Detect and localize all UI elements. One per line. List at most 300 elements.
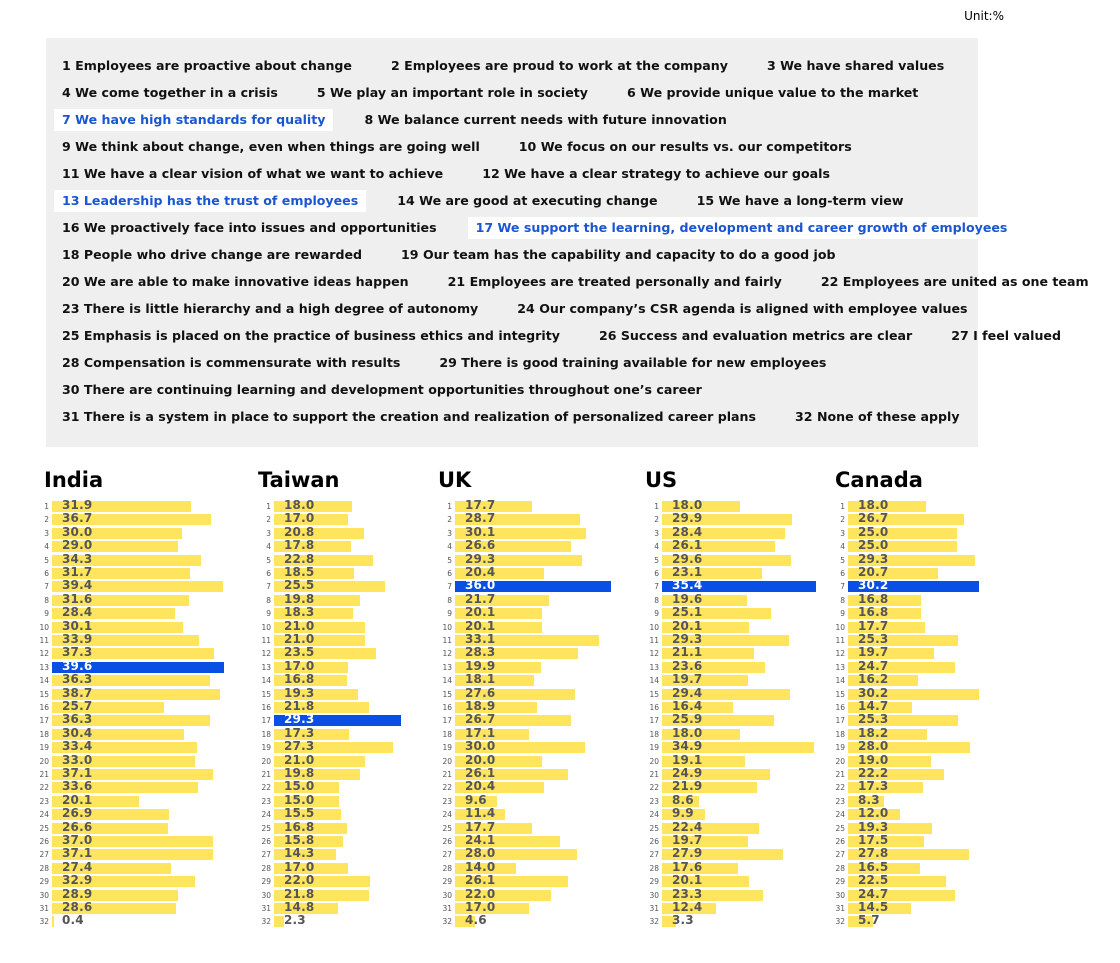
category-label: 15 (39, 689, 49, 699)
category-label: 6 (840, 569, 845, 578)
chart-taiwan (258, 468, 448, 938)
category-label: 19 (649, 743, 659, 753)
value-label: 22.5 (858, 873, 889, 888)
category-label: 17 (442, 716, 452, 726)
value-label: 5.7 (858, 913, 880, 928)
value-label: 17.3 (858, 779, 889, 794)
country-title: Taiwan (258, 468, 340, 492)
category-label: 10 (39, 622, 49, 632)
value-label: 26.1 (465, 873, 496, 888)
value-label: 0.4 (62, 913, 84, 928)
value-label: 24.7 (858, 658, 889, 673)
category-label: 1 (840, 502, 845, 511)
category-label: 19 (835, 743, 845, 753)
value-label: 31.6 (62, 591, 93, 606)
value-label: 20.4 (465, 779, 496, 794)
category-label: 10 (261, 622, 271, 632)
bar-row (835, 768, 1025, 780)
bar-row (39, 900, 234, 914)
value-label: 19.7 (672, 672, 703, 687)
bar-row (438, 551, 628, 566)
bar-row (835, 835, 1025, 847)
category-label: 21 (835, 770, 845, 779)
category-label: 31 (39, 904, 49, 913)
category-label: 14 (835, 676, 845, 686)
category-label: 5 (840, 555, 845, 565)
category-label: 32 (442, 917, 452, 927)
value-label: 17.7 (465, 498, 496, 512)
value-label: 33.4 (62, 739, 93, 754)
bar-row (258, 781, 448, 793)
category-label: 14 (39, 676, 49, 686)
category-label: 27 (442, 850, 452, 860)
category-label: 4 (840, 542, 845, 552)
category-label: 12 (261, 649, 271, 659)
legend-item-16: 16 We proactively face into issues and opportunities (62, 219, 437, 235)
country-title: Canada (835, 468, 923, 492)
value-label: 27.8 (858, 846, 889, 861)
category-label: 18 (835, 729, 845, 739)
bar-row (835, 658, 1025, 673)
bar-row (258, 714, 448, 726)
category-label: 16 (835, 703, 845, 712)
bar-row (645, 781, 835, 793)
category-label: 6 (654, 569, 659, 578)
legend-row (62, 349, 857, 376)
category-label: 24 (649, 810, 659, 820)
bar-row (438, 674, 628, 686)
legend-row (62, 268, 1120, 295)
legend-row (62, 79, 949, 106)
value-label: 15.0 (284, 779, 315, 794)
category-label: 28 (261, 863, 271, 873)
category-label: 1 (654, 502, 659, 511)
legend-item-22: 22 Employees are united as one team (820, 273, 1089, 289)
value-label: 18.0 (672, 498, 703, 512)
unit-label: Unit:% (964, 9, 1004, 23)
category-label: 30 (39, 890, 49, 900)
value-label: 19.1 (672, 752, 703, 767)
category-label: 23 (442, 796, 452, 806)
legend-item-26: 26 Success and evaluation metrics are clear (598, 327, 913, 343)
country-title: US (645, 468, 678, 492)
bar-row (438, 792, 628, 807)
bar-row (39, 645, 234, 660)
category-label: 32 (39, 917, 49, 927)
category-label: 31 (442, 904, 452, 913)
value-label: 17.8 (284, 538, 315, 553)
legend-item-2: 2 Employees are proud to work at the company (390, 57, 728, 73)
category-label: 31 (835, 904, 845, 913)
bar-row (835, 618, 1025, 633)
bar-row (645, 634, 835, 646)
value-label: 17.0 (284, 658, 315, 673)
bar-row (835, 567, 1025, 579)
bar-row (645, 902, 835, 914)
category-label: 30 (835, 890, 845, 900)
value-label: 25.1 (672, 605, 703, 620)
category-label: 3 (447, 528, 452, 538)
value-label: 25.5 (284, 578, 315, 593)
category-label: 26 (442, 837, 452, 846)
bar-row (258, 808, 448, 820)
bar-row (835, 781, 1025, 793)
value-label: 25.7 (62, 699, 93, 713)
legend-item-25: 25 Emphasis is placed on the practice of business ethics and integrity (62, 327, 560, 343)
value-label: 24.9 (672, 766, 703, 780)
bar-row (645, 714, 835, 726)
category-label: 27 (649, 850, 659, 860)
value-label: 18.9 (465, 699, 496, 713)
bar-row (645, 819, 835, 834)
bar-row (438, 725, 628, 740)
category-label: 26 (835, 837, 845, 846)
category-label: 25 (261, 823, 271, 833)
category-label: 22 (649, 783, 659, 793)
value-label: 20.4 (465, 565, 496, 579)
value-label: 17.0 (284, 511, 315, 526)
category-label: 4 (447, 542, 452, 552)
category-label: 30 (261, 890, 271, 900)
bar-row (258, 618, 448, 633)
legend-row (62, 214, 1038, 241)
bar-row (258, 647, 448, 659)
bar-row (645, 607, 835, 619)
category-label: 22 (39, 783, 49, 793)
value-label: 4.6 (465, 913, 487, 928)
value-label: 9.9 (672, 806, 694, 821)
category-label: 5 (447, 555, 452, 565)
category-label: 21 (649, 770, 659, 779)
legend-row (62, 133, 883, 160)
category-label: 23 (39, 796, 49, 806)
category-label: 10 (649, 622, 659, 632)
bar-row (258, 902, 448, 914)
bar-row (39, 618, 234, 633)
bar-row (258, 819, 448, 834)
value-label: 19.0 (858, 752, 889, 767)
bar-row (44, 567, 234, 579)
category-label: 28 (39, 863, 49, 873)
value-label: 16.8 (284, 672, 315, 687)
category-label: 12 (835, 649, 845, 659)
category-label: 27 (39, 850, 49, 860)
category-label: 7 (654, 582, 659, 592)
legend-item-7: 7 We have high standards for quality (54, 109, 333, 131)
bar-row (258, 768, 448, 780)
category-label: 28 (649, 863, 659, 873)
bar-row (258, 513, 448, 525)
category-label: 17 (835, 716, 845, 726)
category-label: 12 (649, 649, 659, 659)
bar-row (44, 607, 234, 619)
category-label: 27 (261, 850, 271, 860)
bar-row (258, 725, 448, 740)
bar-row (39, 712, 234, 727)
bar-row (438, 607, 628, 619)
legend-item-5: 5 We play an important role in society (316, 84, 588, 100)
value-label: 26.7 (465, 712, 496, 727)
value-label: 21.7 (465, 591, 496, 606)
bar-row (258, 701, 448, 713)
category-label: 6 (266, 569, 271, 578)
category-label: 25 (39, 823, 49, 833)
value-label: 30.1 (62, 618, 93, 633)
legend-row (62, 106, 758, 133)
value-label: 14.7 (858, 699, 889, 713)
bar-row (438, 714, 628, 726)
bar-row (438, 513, 628, 525)
category-label: 14 (649, 676, 659, 686)
legend-item-17: 17 We support the learning, development and career growth of employees (468, 217, 1016, 239)
bar-row (258, 674, 448, 686)
category-label: 23 (261, 796, 271, 806)
value-label: 17.7 (858, 618, 889, 633)
bar-row (835, 886, 1025, 901)
value-label: 29.6 (672, 551, 703, 566)
bar-row (44, 540, 234, 552)
value-label: 37.1 (62, 766, 93, 780)
value-label: 36.3 (62, 672, 93, 687)
legend-item-20: 20 We are able to make innovative ideas happen (62, 273, 409, 289)
category-label: 21 (261, 770, 271, 779)
category-label: 1 (44, 502, 49, 511)
legend-item-21: 21 Employees are treated personally and fairly (447, 273, 782, 289)
value-label: 20.1 (62, 792, 93, 807)
bar-row (645, 768, 835, 780)
value-label: 27.6 (465, 685, 496, 700)
bar-row (438, 741, 628, 753)
category-label: 29 (39, 877, 49, 887)
bar-row (258, 551, 448, 566)
bar-row (645, 685, 835, 700)
bar-row (39, 766, 234, 780)
bar-row (438, 915, 628, 927)
value-label: 21.1 (672, 645, 703, 660)
bar-row (258, 859, 448, 874)
category-label: 19 (39, 743, 49, 753)
bar-row (39, 658, 234, 673)
category-label: 13 (39, 662, 49, 672)
bar-row (835, 500, 1025, 512)
bar-row (835, 725, 1025, 740)
value-label: 14.8 (284, 900, 315, 914)
bar-row (645, 808, 835, 820)
value-label: 36.7 (62, 511, 93, 526)
category-label: 20 (649, 756, 659, 766)
value-label: 31.9 (62, 498, 93, 512)
category-label: 16 (442, 703, 452, 712)
value-label: 15.5 (284, 806, 315, 821)
value-label: 20.1 (672, 873, 703, 888)
value-label: 28.4 (62, 605, 93, 620)
category-label: 18 (442, 729, 452, 739)
category-label: 7 (44, 582, 49, 592)
category-label: 18 (261, 729, 271, 739)
bar-row (645, 500, 835, 512)
value-label: 31.7 (62, 565, 93, 579)
legend-item-32: 32 None of these apply (795, 408, 960, 424)
category-label: 8 (266, 595, 271, 605)
value-label: 15.8 (284, 833, 315, 847)
value-label: 25.3 (858, 712, 889, 727)
value-label: 33.0 (62, 752, 93, 767)
value-label: 28.3 (465, 645, 496, 660)
category-label: 11 (649, 636, 659, 645)
category-label: 17 (39, 716, 49, 726)
value-label: 22.0 (284, 873, 315, 888)
bar-row (835, 714, 1025, 726)
value-label: 36.0 (465, 578, 496, 593)
category-label: 26 (39, 837, 49, 846)
category-label: 5 (266, 555, 271, 565)
value-label: 20.1 (465, 618, 496, 633)
bar-row (835, 848, 1025, 860)
category-label: 13 (442, 662, 452, 672)
category-label: 31 (649, 904, 659, 913)
value-label: 16.8 (858, 591, 889, 606)
value-label: 36.3 (62, 712, 93, 727)
value-label: 38.7 (62, 685, 93, 700)
category-label: 8 (447, 595, 452, 605)
legend-row (62, 52, 975, 79)
category-label: 1 (266, 502, 271, 511)
bar-row (835, 685, 1025, 700)
value-label: 29.3 (672, 632, 703, 646)
bar-row (438, 647, 628, 659)
category-label: 17 (261, 716, 271, 726)
value-label: 30.0 (62, 524, 93, 539)
category-label: 11 (39, 636, 49, 645)
bar-row (645, 591, 835, 606)
bar-row (645, 741, 835, 753)
legend-row (62, 187, 934, 214)
category-label: 8 (654, 595, 659, 605)
value-label: 28.9 (62, 886, 93, 901)
category-label: 16 (649, 703, 659, 712)
value-label: 20.1 (465, 605, 496, 620)
value-label: 28.0 (858, 739, 889, 754)
bar-row (645, 674, 835, 686)
value-label: 17.6 (672, 859, 703, 874)
value-label: 27.9 (672, 846, 703, 861)
value-label: 29.9 (672, 511, 703, 526)
value-label: 2.3 (284, 913, 306, 928)
category-label: 13 (261, 662, 271, 672)
value-label: 26.9 (62, 806, 93, 821)
bar-row (39, 873, 234, 888)
category-label: 5 (44, 555, 49, 565)
bar-row (258, 634, 448, 646)
value-label: 19.8 (284, 591, 315, 606)
category-label: 14 (442, 676, 452, 686)
value-label: 17.7 (465, 819, 496, 834)
legend-item-10: 10 We focus on our results vs. our competitors (518, 138, 852, 154)
bar-row (258, 580, 448, 592)
value-label: 25.3 (858, 632, 889, 646)
value-label: 29.3 (858, 551, 889, 566)
bar-row (258, 607, 448, 619)
category-label: 12 (39, 649, 49, 659)
category-label: 15 (261, 689, 271, 699)
category-label: 14 (261, 676, 271, 686)
bar-row (438, 808, 628, 820)
category-label: 20 (39, 756, 49, 766)
bar-row (645, 752, 835, 767)
value-label: 33.9 (62, 632, 93, 646)
value-label: 33.6 (62, 779, 93, 794)
value-label: 26.7 (858, 511, 889, 526)
value-label: 18.2 (858, 725, 889, 740)
value-label: 28.7 (465, 511, 496, 526)
value-label: 30.1 (465, 524, 496, 539)
bar-row (258, 540, 448, 552)
category-label: 32 (835, 917, 845, 927)
bar-row (39, 632, 234, 646)
value-label: 21.8 (284, 699, 315, 713)
category-label: 24 (39, 810, 49, 820)
category-label: 19 (442, 743, 452, 753)
bar-row (438, 685, 628, 700)
category-label: 30 (442, 890, 452, 900)
value-label: 21.0 (284, 632, 315, 646)
bar-row (438, 500, 628, 512)
bar-row (438, 835, 628, 847)
value-label: 14.3 (284, 846, 315, 861)
value-label: 26.6 (465, 538, 496, 553)
bar-row (438, 768, 628, 780)
bar-row (835, 607, 1025, 619)
bar-row (39, 913, 234, 928)
legend-row (62, 322, 1092, 349)
category-label: 10 (442, 622, 452, 632)
bar-row (645, 848, 835, 860)
value-label: 15.0 (284, 792, 315, 807)
category-label: 5 (654, 555, 659, 565)
value-label: 9.6 (465, 792, 487, 807)
category-label: 13 (835, 662, 845, 672)
category-label: 7 (266, 582, 271, 592)
bar-row (39, 859, 234, 874)
bar-row (258, 752, 448, 767)
value-label: 16.8 (858, 605, 889, 620)
legend-item-23: 23 There is little hierarchy and a high degree of autonomy (62, 300, 479, 316)
bar-row (258, 500, 448, 512)
category-label: 8 (840, 595, 845, 605)
bar-row (44, 500, 234, 512)
category-label: 24 (835, 810, 845, 820)
value-label: 17.3 (284, 725, 315, 740)
value-label: 16.4 (672, 699, 703, 713)
legend-row (62, 403, 991, 430)
category-label: 16 (261, 703, 271, 712)
category-label: 21 (442, 770, 452, 779)
value-label: 14.5 (858, 900, 889, 914)
chart-uk (438, 468, 628, 938)
value-label: 25.9 (672, 712, 703, 727)
category-label: 27 (835, 850, 845, 860)
category-label: 7 (840, 582, 845, 592)
bar-row (438, 580, 628, 592)
category-label: 25 (442, 823, 452, 833)
bar-row (39, 819, 234, 834)
bar-row (258, 741, 448, 753)
bar-row (438, 859, 628, 874)
bar-row (835, 551, 1025, 566)
value-label: 19.3 (284, 685, 315, 700)
value-label: 18.0 (858, 498, 889, 512)
value-label: 35.4 (672, 578, 703, 593)
